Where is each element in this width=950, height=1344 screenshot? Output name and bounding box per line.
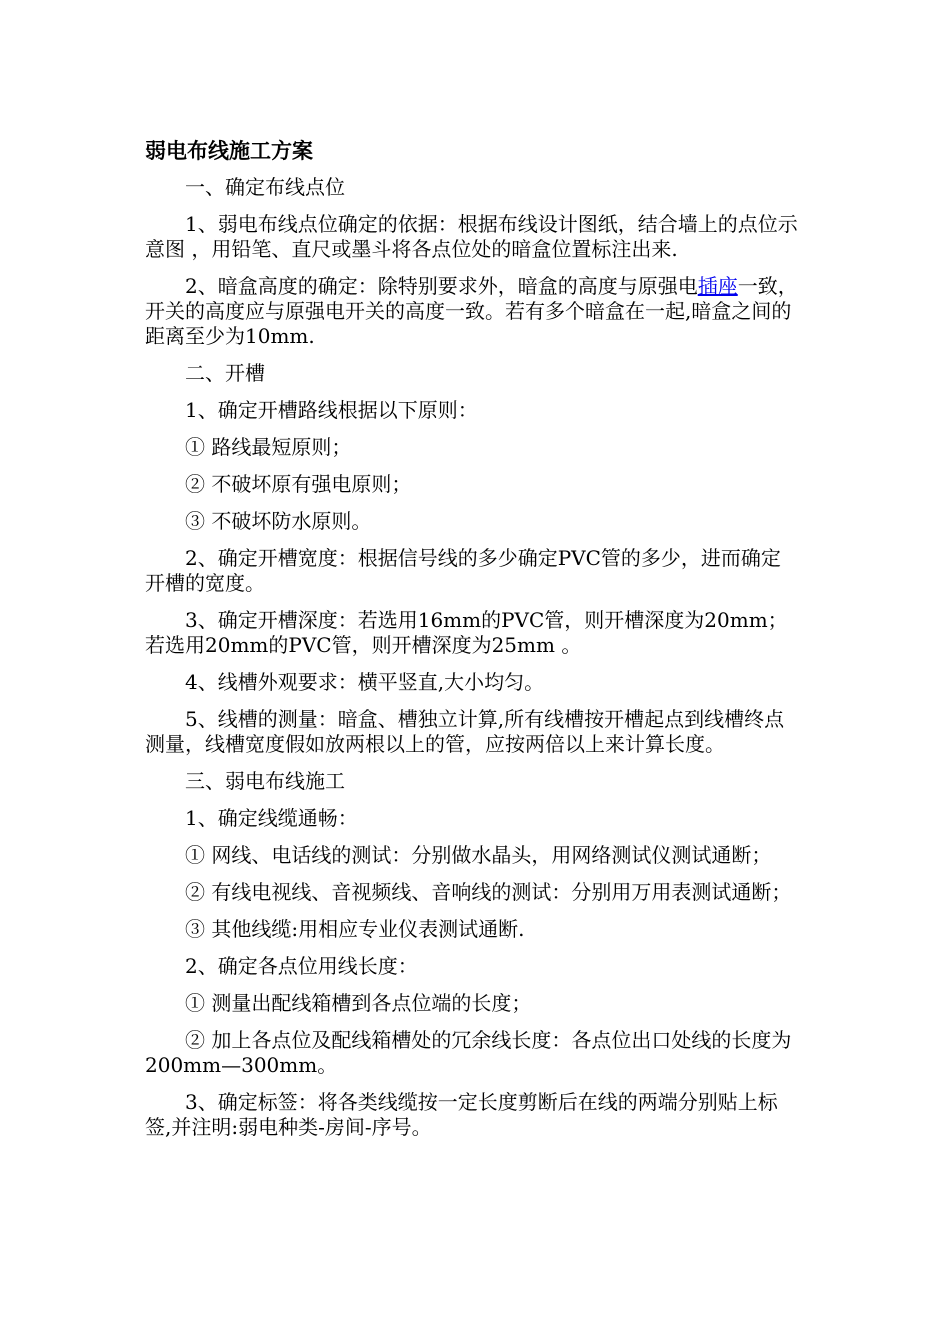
paragraph: 2、确定开槽宽度：根据信号线的多少确定PVC管的多少，进而确定开槽的宽度。 <box>145 546 781 595</box>
paragraph: 1、确定线缆通畅： <box>185 806 358 830</box>
paragraph: 1、确定开槽路线根据以下原则： <box>185 398 478 422</box>
paragraph: 5、线槽的测量：暗盒、槽独立计算,所有线槽按开槽起点到线槽终点测量，线槽宽度假如放两根以上的管，应按两倍以上来计算长度。 <box>145 707 785 756</box>
list-item: ③ 不破坏防水原则。 <box>185 509 372 533</box>
list-item: ① 路线最短原则； <box>185 435 352 459</box>
list-item: ② 不破坏原有强电原则； <box>185 472 412 496</box>
paragraph: 4、线槽外观要求：横平竖直,大小均匀。 <box>185 670 545 694</box>
list-item: ② 加上各点位及配线箱槽处的冗余线长度：各点位出口处线的长度为200mm—300mm。 <box>145 1028 792 1077</box>
paragraph: 1、弱电布线点位确定的依据：根据布线设计图纸，结合墙上的点位示意图 ，用铅笔、直尺或墨斗将各点位处的暗盒位置标注出来. <box>145 212 798 261</box>
paragraph: 2、确定各点位用线长度： <box>185 954 418 978</box>
list-item: ③ 其他线缆:用相应专业仪表测试通断. <box>185 917 525 941</box>
list-item: ② 有线电视线、音视频线、音响线的测试：分别用万用表测试通断； <box>185 880 792 904</box>
section-heading-1: 一、确定布线点位 <box>185 175 345 199</box>
paragraph <box>145 274 800 349</box>
section-heading-2: 二、开槽 <box>185 361 265 385</box>
document-page <box>145 138 800 1152</box>
paragraph: 3、确定开槽深度：若选用16mm的PVC管，则开槽深度为20mm；若选用20mm的PVC管，则开槽深度为25mm 。 <box>145 608 788 657</box>
list-item: ① 测量出配线箱槽到各点位端的长度； <box>185 991 532 1015</box>
paragraph-text: 2、暗盒高度的确定：除特别要求外，暗盒的高度与原强电 <box>185 274 698 298</box>
paragraph: 3、确定标签：将各类线缆按一定长度剪断后在线的两端分别贴上标签,并注明:弱电种类-房间-序号。 <box>145 1090 778 1139</box>
paragraph-text: 一致，开关的高度应与原强电开关的高度一致。若有多个暗盒在一起,暗盒之间的距离至少为10mm. <box>145 274 798 348</box>
section-heading-3: 三、弱电布线施工 <box>185 769 345 793</box>
list-item: ① 网线、电话线的测试：分别做水晶头，用网络测试仪测试通断； <box>185 843 772 867</box>
document-title: 弱电布线施工方案 <box>145 138 313 163</box>
socket-link[interactable]: 插座 <box>697 274 738 298</box>
